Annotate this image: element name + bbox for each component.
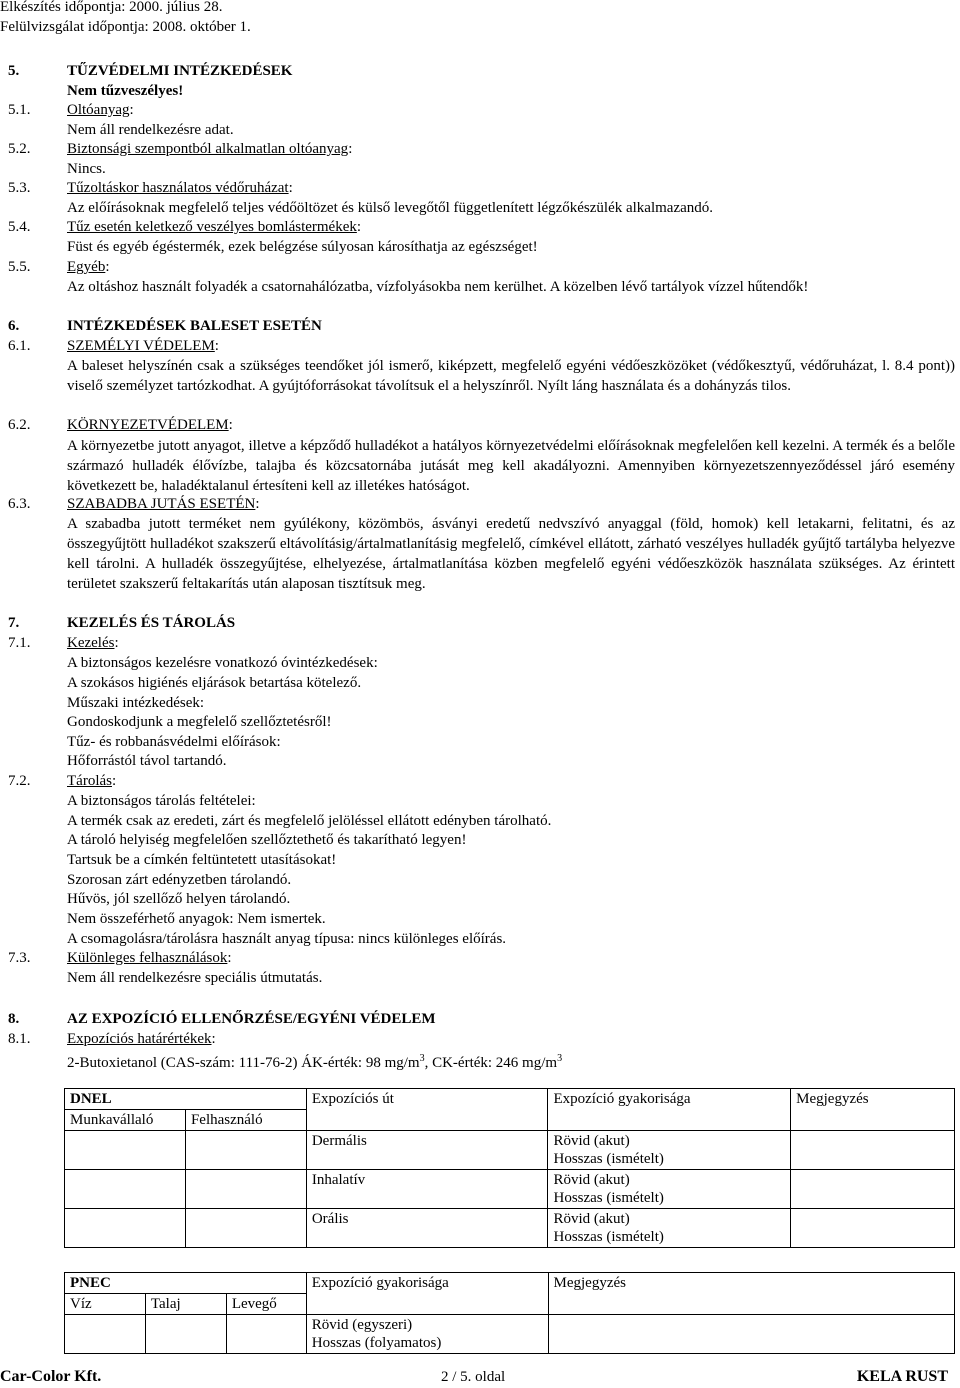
item-5-5-number: 5.5. <box>8 259 31 275</box>
item-5-5-text: Az oltáshoz használt folyadék a csatornahálózatba, vízfolyásokba nem kerülhet. A közelben lévő tartályok vízzel hűtendők! <box>67 279 809 295</box>
dnel-col-route: Expozíciós út <box>306 1089 548 1131</box>
section-5-number: 5. <box>8 63 20 79</box>
item-7-2-colon: : <box>111 773 117 789</box>
dnel-sub-worker: Munkavállaló <box>65 1110 186 1131</box>
section-6-number: 6. <box>8 318 20 334</box>
item-7-3-number: 7.3. <box>8 950 31 966</box>
dnel-title: DNEL <box>65 1089 307 1110</box>
item-5-1-text: Nem áll rendelkezésre adat. <box>67 122 234 138</box>
footer-page-number: 2 / 5. oldal <box>441 1369 506 1385</box>
item-5-2-colon: : <box>348 141 353 157</box>
pnec-cell <box>226 1315 306 1354</box>
section-5-subtitle: Nem tűzveszélyes! <box>67 83 184 99</box>
item-7-2-line: A biztonságos tárolás feltételei: <box>67 793 256 809</box>
dnel-frequency <box>548 1170 791 1209</box>
item-8-1-number: 8.1. <box>8 1031 31 1047</box>
dnel-table <box>64 1088 955 1248</box>
item-7-2-label: Tárolás <box>67 773 112 789</box>
pnec-sub-air: Levegő <box>226 1294 306 1315</box>
item-5-2-label: Biztonsági szempontból alkalmatlan oltóanyag <box>67 141 349 157</box>
dnel-note <box>791 1131 955 1170</box>
dnel-col-note: Megjegyzés <box>791 1089 955 1131</box>
footer-product: KELA RUST <box>856 1368 948 1385</box>
section-7-title: KEZELÉS ÉS TÁROLÁS <box>67 615 236 631</box>
item-7-1-number: 7.1. <box>8 635 31 651</box>
table-row <box>65 1170 955 1209</box>
item-7-1-line: A biztonságos kezelésre vonatkozó óvintézkedések: <box>67 655 378 671</box>
table-row <box>65 1209 955 1248</box>
item-5-1-number: 5.1. <box>8 102 31 118</box>
item-5-5-label: Egyéb <box>67 259 106 275</box>
item-8-1-colon: : <box>211 1031 216 1047</box>
dnel-col-frequency: Expozíció gyakorisága <box>548 1089 791 1131</box>
item-6-3-heading <box>67 495 260 513</box>
dnel-cell <box>65 1131 186 1170</box>
item-7-1-colon: : <box>114 635 119 651</box>
dnel-cell <box>185 1209 306 1248</box>
item-5-4-heading <box>67 218 361 236</box>
unit-superscript: 3 <box>419 1053 425 1064</box>
item-7-2-line: A tároló helyiség megfelelően szellőztethető és takarítható legyen! <box>67 832 467 848</box>
item-8-1-heading <box>67 1030 216 1048</box>
item-6-3-text: A szabadba jutott terméket nem gyúlékony, közömbös, ásványi eredetű nedvszívó anyaggal (föld, homok) kell letakarni, felitatni, és az összegyűjtött hulladékot szakszerű eltávolításig/ártalmatlanításig megfelelő, címkével ellátott, zárható veszélyes hulladék gyűjtő tartályba helyezve kell tárolni. A hulladék összegyűjtése, elhelyezése, ártalmatlanítása közben megfelelő egyéni védőeszközök használata szükséges. Az érintett területet szakszerű feltakarítás után alaposan tisztítsuk meg. <box>67 516 955 592</box>
dnel-sub-user: Felhasználó <box>185 1110 306 1131</box>
dnel-note <box>791 1170 955 1209</box>
pnec-col-frequency: Expozíció gyakorisága <box>306 1273 548 1315</box>
item-8-1-label: Expozíciós határértékek <box>67 1031 212 1047</box>
item-7-3-text: Nem áll rendelkezésre speciális útmutatás. <box>67 970 323 986</box>
item-6-3-colon: : <box>255 496 260 512</box>
pnec-cell <box>145 1315 226 1354</box>
dnel-cell <box>65 1170 186 1209</box>
pnec-sub-soil: Talaj <box>145 1294 226 1315</box>
item-5-3-label: Tűzoltáskor használatos védőruházat <box>67 180 289 196</box>
item-7-3-colon: : <box>227 950 232 966</box>
section-6-title: INTÉZKEDÉSEK BALESET ESETÉN <box>67 318 322 334</box>
item-7-2-line: Hűvös, jól szellőző helyen tárolandó. <box>67 891 291 907</box>
pnec-title: PNEC <box>65 1273 307 1294</box>
item-7-2-line: A csomagolásra/tárolásra használt anyag típusa: nincs különleges előírás. <box>67 931 507 947</box>
item-5-5-colon: : <box>105 259 110 275</box>
dnel-note <box>791 1209 955 1248</box>
item-6-2-label: KÖRNYEZETVÉDELEM <box>67 417 229 433</box>
item-5-3-number: 5.3. <box>8 180 31 196</box>
section-8-title: AZ EXPOZÍCIÓ ELLENŐRZÉSE/EGYÉNI VÉDELEM <box>67 1011 436 1027</box>
dnel-cell <box>185 1131 306 1170</box>
item-6-2-heading <box>67 416 233 434</box>
item-6-2-colon: : <box>228 417 233 433</box>
revised-date: Felülvizsgálat időpontja: 2008. október 1. <box>0 19 251 35</box>
item-5-2-number: 5.2. <box>8 141 31 157</box>
dnel-cell <box>185 1170 306 1209</box>
item-7-2-line: Nem összeférhető anyagok: Nem ismertek. <box>67 911 326 927</box>
pnec-cell <box>65 1315 146 1354</box>
item-7-2-line: Tartsuk be a címkén feltüntetett utasításokat! <box>67 852 337 868</box>
item-6-1-text: A baleset helyszínén csak a szükséges teendőket jól ismerő, kiképzett, megfelelő egyéni védőeszközöket (védőkesztyű, védőruházat, l. 8.4 pont)) viselő személyzet tartózkodhat. A gyújtóforrásokat távolítsuk el a helyszínről. Nyílt láng használata és a dohányzás tilos. <box>67 358 955 394</box>
item-7-3-heading <box>67 949 232 967</box>
exposure-limit-ak: 2-Butoxietanol (CAS-szám: 111-76-2) ÁK-érték: 98 mg/m <box>67 1055 420 1071</box>
item-6-1-heading <box>67 337 219 355</box>
frequency-short: Rövid (egyszeri) <box>311 1317 413 1333</box>
dnel-cell <box>65 1209 186 1248</box>
item-5-1-label: Oltóanyag <box>67 102 130 118</box>
item-6-2-number: 6.2. <box>8 417 31 433</box>
table-row <box>65 1131 955 1170</box>
item-7-1-line: A szokásos higiénés eljárások betartása kötelező. <box>67 675 362 691</box>
item-7-1-heading <box>67 634 119 652</box>
item-6-1-number: 6.1. <box>8 338 31 354</box>
item-5-3-heading <box>67 179 293 197</box>
item-5-3-text: Az előírásoknak megfelelő teljes védőöltözet és külső levegőtől függetlenített légzőkészülék alkalmazandó. <box>67 200 714 216</box>
item-7-2-line: Szorosan zárt edényzetben tárolandó. <box>67 872 292 888</box>
item-7-2-number: 7.2. <box>8 773 31 789</box>
dnel-frequency <box>548 1209 791 1248</box>
dnel-header-row <box>65 1089 955 1110</box>
pnec-col-note: Megjegyzés <box>548 1273 954 1315</box>
item-5-4-label: Tűz esetén keletkező veszélyes bomlástermékek <box>67 219 357 235</box>
pnec-note <box>548 1315 954 1354</box>
item-5-3-colon: : <box>288 180 293 196</box>
item-5-2-text: Nincs. <box>67 161 106 177</box>
item-7-1-line: Műszaki intézkedések: <box>67 695 205 711</box>
pnec-sub-water: Víz <box>65 1294 146 1315</box>
item-6-3-label: SZABADBA JUTÁS ESETÉN <box>67 496 256 512</box>
frequency-long: Hosszas (ismételt) <box>553 1229 664 1245</box>
item-7-2-heading <box>67 772 116 790</box>
item-5-2-heading <box>67 140 352 158</box>
exposure-limit-ck: , CK-érték: 246 mg/m <box>424 1055 558 1071</box>
frequency-long: Hosszas (ismételt) <box>553 1190 664 1206</box>
item-6-1-label: SZEMÉLYI VÉDELEM <box>67 338 215 354</box>
frequency-long: Hosszas (ismételt) <box>553 1151 664 1167</box>
dnel-route: Orális <box>306 1209 548 1248</box>
frequency-short: Rövid (akut) <box>553 1133 630 1149</box>
item-7-1-line: Tűz- és robbanásvédelmi előírások: <box>67 734 281 750</box>
section-7-number: 7. <box>8 615 20 631</box>
created-date: Elkészítés időpontja: 2000. július 28. <box>0 0 223 15</box>
item-6-2-text: A környezetbe jutott anyagot, illetve a képződő hulladékot a hatályos környezetvédelmi előírásoknak megfelelően kell kezelni. A termék és a belőle származó hulladék élővízbe, talajba és közcsatornába jutását meg kell akadályozni. Amennyiben környezetszennyeződéssel járó esemény következett be, haladéktalanul értesíteni kell az illetékes hatóságot. <box>67 438 955 494</box>
item-7-1-line: Hőforrástól távol tartandó. <box>67 753 227 769</box>
item-5-4-text: Füst és egyéb égéstermék, ezek belégzése súlyosan károsíthatja az egészséget! <box>67 239 538 255</box>
frequency-short: Rövid (akut) <box>553 1211 630 1227</box>
frequency-long: Hosszas (folyamatos) <box>311 1335 442 1351</box>
section-5-title: TŰZVÉDELMI INTÉZKEDÉSEK <box>67 63 293 79</box>
item-6-3-number: 6.3. <box>8 496 31 512</box>
frequency-short: Rövid (akut) <box>553 1172 630 1188</box>
dnel-route: Dermális <box>306 1131 548 1170</box>
exposure-limits-text <box>67 1050 562 1072</box>
item-7-3-label: Különleges felhasználások <box>67 950 228 966</box>
table-row <box>65 1315 955 1354</box>
footer-company: Car-Color Kft. <box>0 1368 102 1385</box>
item-5-1-colon: : <box>129 102 134 118</box>
item-7-1-line: Gondoskodjunk a megfelelő szellőztetésről! <box>67 714 332 730</box>
section-8-number: 8. <box>8 1011 20 1027</box>
item-7-2-line: A termék csak az eredeti, zárt és megfelelő jelöléssel ellátott edényben tárolható. <box>67 813 552 829</box>
item-5-1-heading <box>67 101 134 119</box>
item-6-1-colon: : <box>214 338 219 354</box>
pnec-header-row <box>65 1273 955 1294</box>
item-5-4-number: 5.4. <box>8 219 31 235</box>
pnec-frequency <box>306 1315 548 1354</box>
item-7-1-label: Kezelés <box>67 635 115 651</box>
dnel-route: Inhalatív <box>306 1170 548 1209</box>
item-5-5-heading <box>67 258 110 276</box>
pnec-table <box>64 1272 955 1354</box>
unit-superscript: 3 <box>557 1053 563 1064</box>
dnel-frequency <box>548 1131 791 1170</box>
item-5-4-colon: : <box>356 219 362 235</box>
